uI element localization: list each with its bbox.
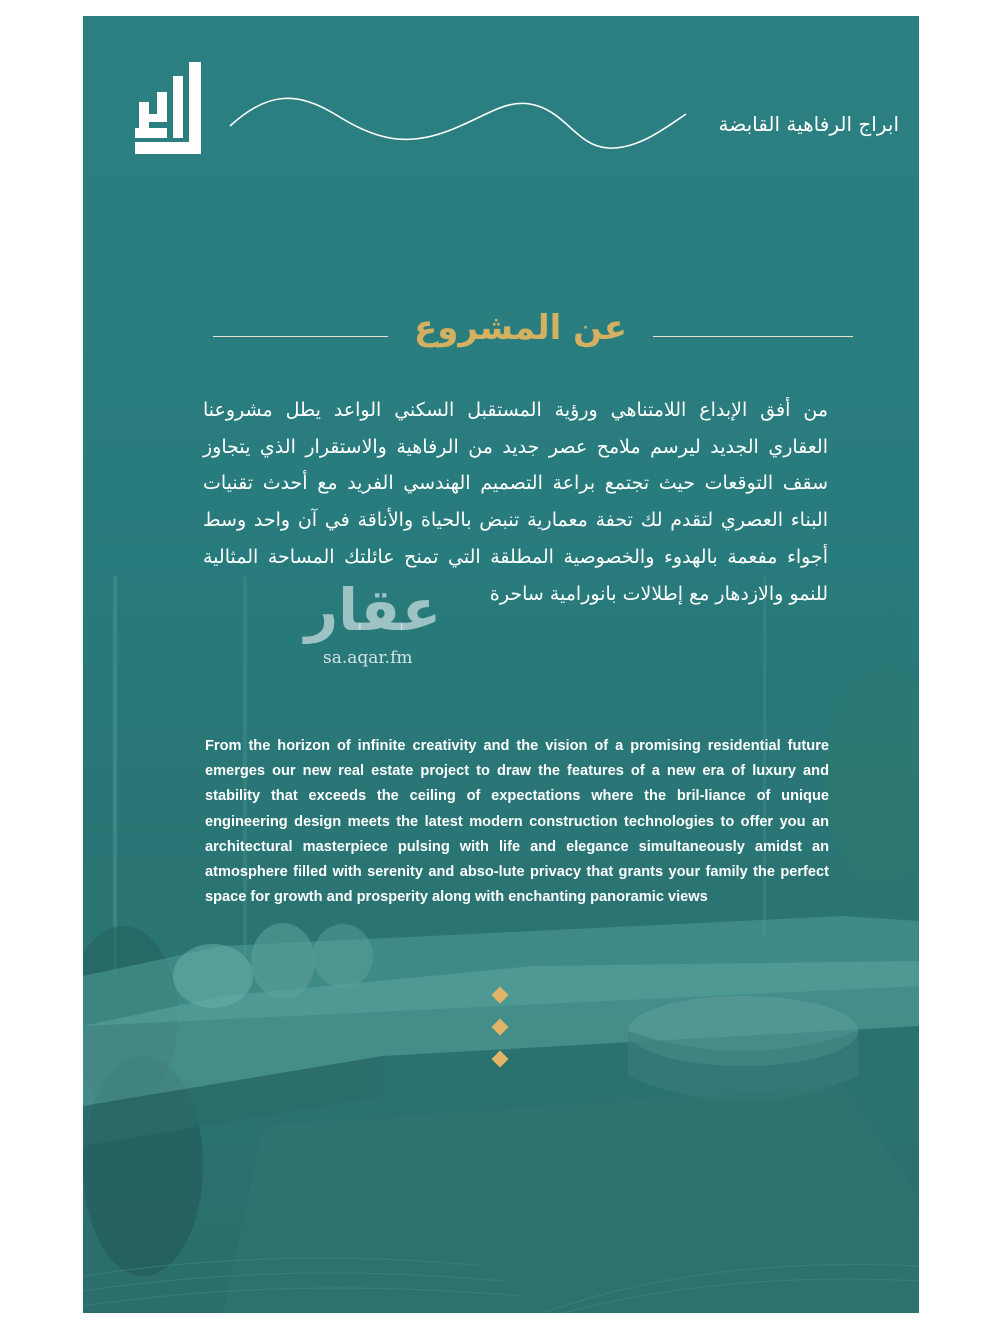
watermark-url: sa.aqar.fm <box>323 648 413 668</box>
english-description: From the horizon of infinite creativity and the vision of a promising residential future emerges our new real estate project to draw the features of a new era of luxury and stability that exceeds the ceiling of expectations where the bril-liance of unique engineering design meets the latest modern construction technologies to offer you an architectural masterpiece pulsing with life and elegance simultaneously amidst an atmosphere filled with serenity and abso-lute privacy that grants your family the perfect space for growth and prosperity along with enchanting panoramic views <box>205 738 829 906</box>
aqar-watermark <box>288 576 458 696</box>
heading-divider-right <box>653 336 853 337</box>
abraj-calligraphy-logo-icon <box>135 62 207 164</box>
section-title: عن المشروع <box>414 308 627 348</box>
watermark-brand: عقار <box>304 576 442 644</box>
decorative-wave-line <box>228 86 688 156</box>
section-heading <box>83 306 919 356</box>
living-room-background-image <box>83 16 919 1313</box>
arabic-description: من أفق الإبداع اللامتناهي ورؤية المستقبل السكني الواعد يطل مشروعنا العقاري الجديد ليرسم ملامح عصر جديد من الرفاهية والاستقرار الذي يتجاوز سقف التوقعات حيث تجتمع براعة التصميم الهندسي الفريد مع أحدث تقنيات البناء العصري لتقدم لك تحفة معمارية تنبض بالحياة والأناقة في آن واحد وسط أجواء مفعمة بالهدوء والخصوصية المطلقة التي تمنح عائلتك المساحة المثالية للنمو والازدهار مع إطلالات بانورامية ساحرة <box>203 399 828 605</box>
brochure-page <box>83 16 919 1313</box>
company-name: ابراج الرفاهية القابضة <box>718 112 899 136</box>
heading-divider-left <box>213 336 388 337</box>
